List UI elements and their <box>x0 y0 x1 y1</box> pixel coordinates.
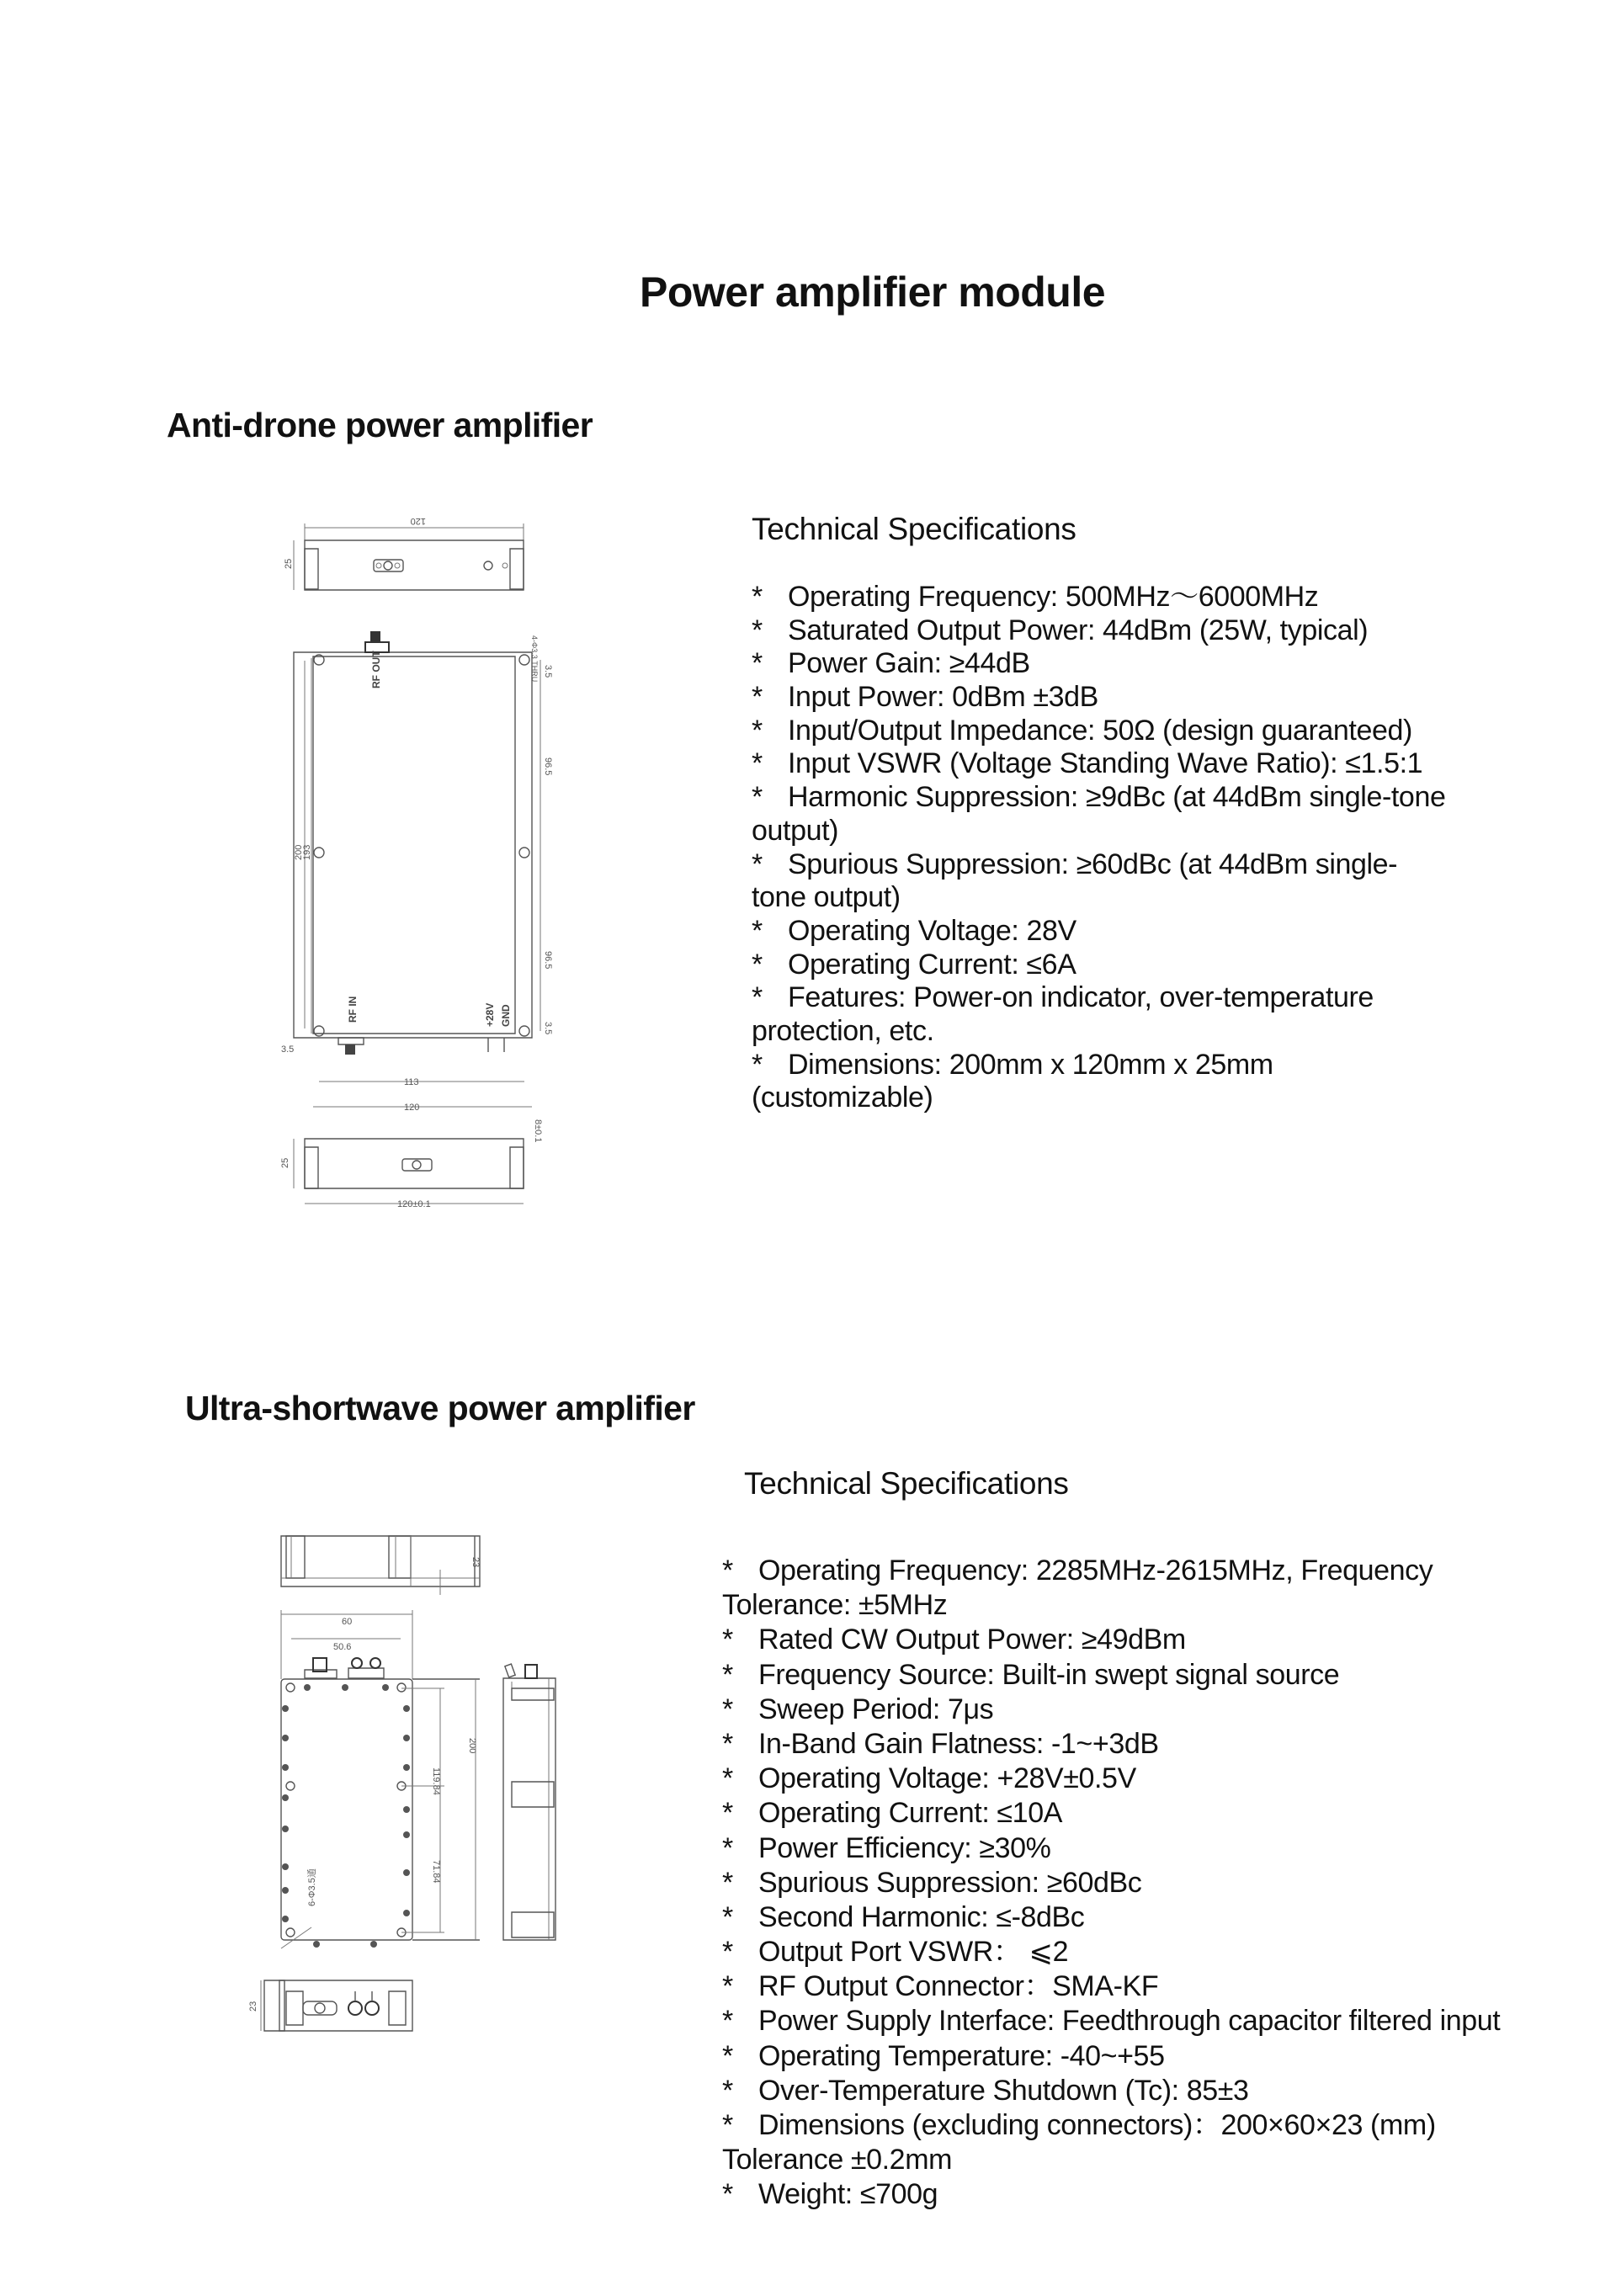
bullet-asterisk: * <box>722 2074 733 2107</box>
bullet-asterisk: * <box>722 1693 733 1725</box>
bullet-asterisk: * <box>722 2178 733 2211</box>
dim-label: 120 <box>404 1103 420 1113</box>
bullet-asterisk: * <box>722 2039 733 2072</box>
specs-heading-anti-drone: Technical Specifications <box>752 512 1076 546</box>
spec-item <box>752 614 1509 648</box>
dim-label: 25 <box>280 1157 290 1168</box>
spec-text: RF Output Connector：SMA-KF <box>758 1970 1159 2003</box>
spec-item <box>752 747 1509 781</box>
port-label-rf-out: RF OUT <box>370 651 382 688</box>
bullet-asterisk: * <box>752 747 763 780</box>
dim-label: 60 <box>342 1617 353 1627</box>
spec-text: Input VSWR (Voltage Standing Wave Ratio): ≤1.5:1 <box>788 747 1423 780</box>
top-view <box>281 1610 480 1948</box>
dim-label: 71.84 <box>431 1860 441 1884</box>
spec-item <box>722 1693 1530 1727</box>
spec-item <box>722 2074 1530 2108</box>
spec-item <box>752 915 1509 949</box>
spec-text: Features: Power-on indicator, over-temperature <box>788 981 1374 1014</box>
spec-item <box>752 781 1509 815</box>
side-view <box>503 1664 556 1940</box>
spec-text: Harmonic Suppression: ≥9dBc (at 44dBm single-tone <box>788 781 1446 814</box>
spec-text: Dimensions (excluding connectors)：200×60×23 (mm) <box>758 2109 1436 2141</box>
dim-label: 50.6 <box>333 1642 352 1652</box>
bullet-asterisk: * <box>752 981 763 1014</box>
bullet-asterisk: * <box>752 681 763 714</box>
spec-text: Spurious Suppression: ≥60dBc <box>758 1866 1142 1899</box>
bullet-asterisk: * <box>752 1048 763 1081</box>
spec-text: Output Port VSWR： ⩽2 <box>758 1936 1069 1969</box>
bullet-asterisk: * <box>722 1831 733 1864</box>
spec-text: Operating Current: ≤10A <box>758 1797 1062 1830</box>
spec-text: Input/Output Impedance: 50Ω (design guaranteed) <box>788 714 1412 747</box>
spec-text: Dimensions: 200mm x 120mm x 25mm <box>788 1048 1273 1081</box>
spec-item <box>752 949 1509 982</box>
spec-item <box>722 2004 1530 2038</box>
dim-label: 3.5 <box>543 665 553 678</box>
spec-item <box>722 1831 1530 1866</box>
spec-text: Weight: ≤700g <box>758 2178 938 2211</box>
bullet-asterisk: * <box>722 1658 733 1691</box>
spec-item <box>752 647 1509 681</box>
spec-item <box>722 2177 1530 2212</box>
section-heading-anti-drone: Anti-drone power amplifier <box>167 406 593 444</box>
dim-label: 8±0.1 <box>533 1119 543 1143</box>
spec-text: Operating Frequency: 500MHz～6000MHz <box>788 581 1319 613</box>
bullet-asterisk: * <box>722 2005 733 2038</box>
specs-heading-ultra-shortwave: Technical Specifications <box>744 1466 1069 1501</box>
spec-item <box>752 981 1509 1015</box>
spec-text: Rated CW Output Power: ≥49dBm <box>758 1624 1186 1656</box>
bullet-asterisk: * <box>722 1727 733 1760</box>
spec-list-ultra-shortwave <box>722 1554 1530 2213</box>
bullet-asterisk: * <box>752 581 763 613</box>
bullet-asterisk: * <box>752 848 763 880</box>
bullet-asterisk: * <box>752 914 763 947</box>
spec-item <box>722 1866 1530 1900</box>
spec-item <box>722 1727 1530 1762</box>
spec-item <box>752 1049 1509 1082</box>
bullet-asterisk: * <box>722 2109 733 2141</box>
spec-item <box>722 1796 1530 1831</box>
spec-text: Saturated Output Power: 44dBm (25W, typical) <box>788 614 1369 646</box>
top-view <box>281 631 553 1113</box>
spec-text: Operating Voltage: +28V±0.5V <box>758 1762 1136 1795</box>
spec-item-continuation: (customizable) <box>752 1082 933 1114</box>
spec-item <box>722 1554 1530 1588</box>
spec-item <box>722 1762 1530 1796</box>
dim-label: 113 <box>404 1077 419 1087</box>
spec-item <box>752 848 1509 882</box>
front-view <box>281 1536 481 1595</box>
dim-label: 6-Φ3.5通 <box>307 1868 317 1906</box>
spec-item-continuation: Tolerance ±0.2mm <box>722 2144 953 2176</box>
bullet-asterisk: * <box>752 714 763 747</box>
spec-item-continuation: tone output) <box>752 881 901 914</box>
dim-label: 120 <box>410 516 426 526</box>
spec-item <box>722 1623 1530 1657</box>
dim-label: 193 <box>302 844 312 860</box>
bullet-asterisk: * <box>752 781 763 814</box>
bullet-asterisk: * <box>722 1866 733 1899</box>
spec-item-continuation: protection, etc. <box>752 1014 934 1047</box>
page-title: Power amplifier module <box>640 268 1106 316</box>
spec-list-anti-drone <box>752 581 1509 1115</box>
bullet-asterisk: * <box>722 1624 733 1656</box>
port-label-rf-in: RF IN <box>347 996 359 1023</box>
dim-label: 23 <box>248 2001 258 2012</box>
spec-text: Power Gain: ≥44dB <box>788 647 1030 680</box>
dim-label: 120±0.1 <box>397 1199 431 1209</box>
dim-label: 200 <box>467 1738 477 1754</box>
spec-item <box>722 2108 1530 2143</box>
bottom-view <box>280 1119 543 1209</box>
bullet-asterisk: * <box>752 647 763 680</box>
spec-text: Input Power: 0dBm ±3dB <box>788 681 1098 714</box>
dim-label: 3.5 <box>281 1044 295 1055</box>
dim-label: 25 <box>284 558 294 569</box>
dim-label: 96.5 <box>543 757 553 776</box>
bullet-asterisk: * <box>722 1762 733 1795</box>
spec-item <box>752 715 1509 748</box>
spec-item <box>752 681 1509 715</box>
spec-item <box>722 1935 1530 1969</box>
spec-text: Power Efficiency: ≥30% <box>758 1831 1051 1864</box>
spec-item <box>722 2039 1530 2074</box>
dim-label: 4-Φ3.3 THRU <box>530 635 539 683</box>
spec-text: Second Harmonic: ≤-8dBc <box>758 1900 1085 1933</box>
bullet-asterisk: * <box>752 614 763 646</box>
spec-text: In-Band Gain Flatness: -1~+3dB <box>758 1727 1159 1760</box>
dim-label: 200 <box>294 844 304 860</box>
spec-text: Frequency Source: Built-in swept signal source <box>758 1658 1340 1691</box>
spec-text: Operating Current: ≤6A <box>788 948 1076 981</box>
port-label-28v: +28V <box>484 1002 496 1027</box>
bullet-asterisk: * <box>752 948 763 981</box>
bullet-asterisk: * <box>722 1970 733 2003</box>
spec-text: Operating Voltage: 28V <box>788 914 1076 947</box>
spec-text: Power Supply Interface: Feedthrough capacitor filtered input <box>758 2005 1501 2038</box>
dim-label: 96.5 <box>543 951 553 970</box>
front-view <box>284 516 524 590</box>
bottom-view <box>248 1980 412 2031</box>
dim-label: 119.84 <box>431 1767 441 1795</box>
spec-text: Sweep Period: 7μs <box>758 1693 994 1725</box>
spec-text: Spurious Suppression: ≥60dBc (at 44dBm single- <box>788 848 1398 880</box>
spec-item-continuation: Tolerance: ±5MHz <box>722 1589 948 1622</box>
spec-text: Operating Temperature: -40~+55 <box>758 2039 1165 2072</box>
dim-label: 23 <box>470 1557 481 1568</box>
ultra-shortwave-outline-drawing <box>244 1523 598 2214</box>
bullet-asterisk: * <box>722 1797 733 1830</box>
spec-item <box>722 1658 1530 1693</box>
bullet-asterisk: * <box>722 1936 733 1969</box>
bullet-asterisk: * <box>722 1555 733 1586</box>
bullet-asterisk: * <box>722 1900 733 1933</box>
spec-text: Over-Temperature Shutdown (Tc): 85±3 <box>758 2074 1249 2107</box>
spec-item <box>722 1900 1530 1935</box>
spec-item-continuation: output) <box>752 814 839 847</box>
screw-holes <box>282 1683 410 1948</box>
spec-item <box>752 581 1509 614</box>
port-label-gnd: GND <box>500 1004 512 1027</box>
anti-drone-outline-drawing <box>278 513 564 1212</box>
section-heading-ultra-shortwave: Ultra-shortwave power amplifier <box>185 1389 695 1427</box>
spec-text: Operating Frequency: 2285MHz-2615MHz, Frequency <box>758 1555 1433 1586</box>
dim-label: 3.5 <box>543 1022 553 1035</box>
spec-item <box>722 1969 1530 2004</box>
